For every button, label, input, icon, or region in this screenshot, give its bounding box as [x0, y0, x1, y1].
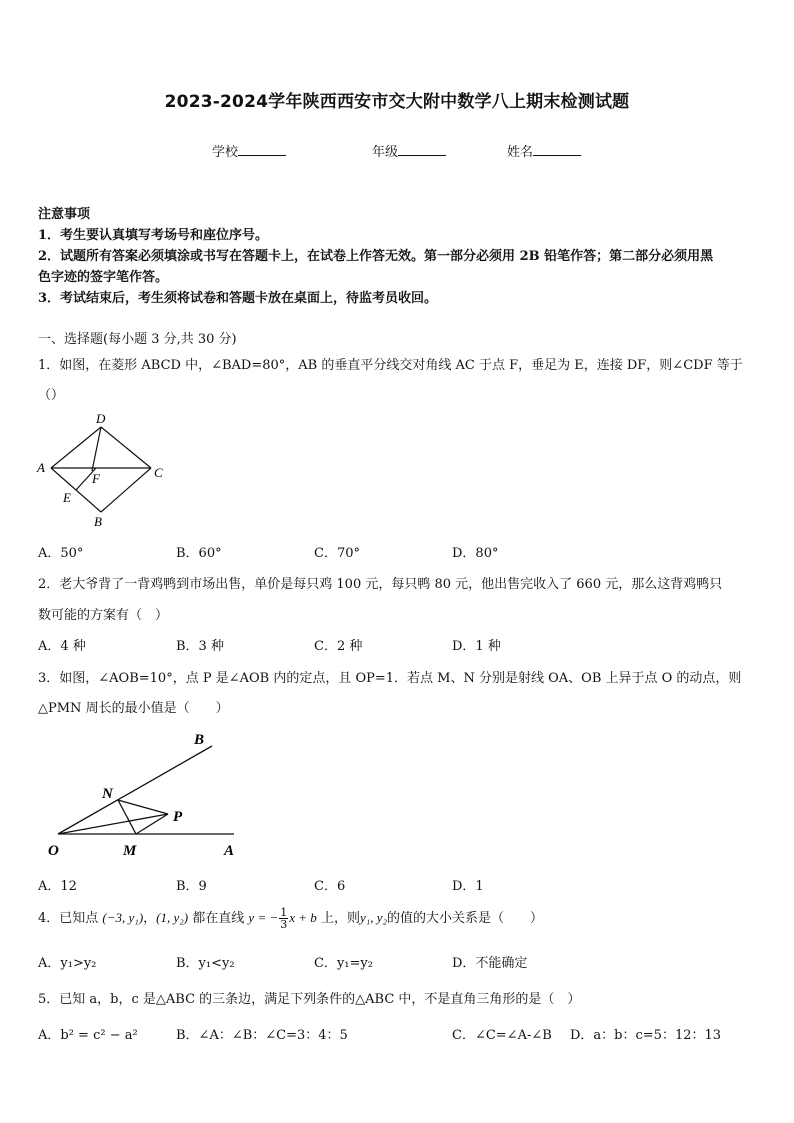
q1-label-b: B	[94, 514, 102, 529]
q4-eq-left: y = −	[248, 910, 279, 925]
q3-option-b[interactable]: B．9	[176, 879, 207, 894]
q3-label-b: B	[194, 732, 205, 748]
q3-option-a[interactable]: A．12	[38, 879, 77, 894]
q1-label-d: D	[96, 411, 106, 426]
q5-stem: 5．已知 a，b，c 是△ABC 的三条边，满足下列条件的△ABC 中，不是直角三角形的是（ ）	[38, 992, 581, 1007]
q4-option-b[interactable]: B．y₁<y₂	[176, 956, 235, 971]
q3-stem-cont: △PMN 周长的最小值是（ ）	[38, 701, 229, 716]
q4-eq-right: x + b	[289, 910, 317, 925]
q4-prefix: 4．已知点	[38, 911, 99, 926]
q4-end: 的值的大小关系是（ ）	[387, 911, 544, 926]
note-item: 3．考试结束后，考生须将试卷和答题卡放在桌面上，待监考员收回。	[38, 291, 438, 306]
page-title: 2023-2024学年陕西西安市交大附中数学八上期末检测试题	[164, 92, 630, 112]
q2-option-a[interactable]: A．4 种	[38, 639, 86, 654]
school-blank	[238, 143, 286, 156]
q4-option-a[interactable]: A．y₁>y₂	[38, 956, 97, 971]
q1-option-d[interactable]: D．80°	[452, 546, 499, 561]
q4-comma: ，	[143, 911, 157, 926]
q5-option-d[interactable]: D．a：b：c=5：12：13	[570, 1028, 722, 1043]
q1-label-c: C	[154, 465, 163, 480]
name-label: 姓名	[507, 145, 534, 160]
q1-label-a: A	[37, 460, 45, 475]
q1-option-a[interactable]: A．50°	[38, 546, 84, 561]
grade-label: 年级	[372, 145, 399, 160]
school-field	[212, 141, 286, 160]
q5-option-c[interactable]: C．∠C=∠A-∠B	[452, 1028, 552, 1043]
q2-stem-cont: 数可能的方案有（ ）	[38, 608, 169, 623]
q2-stem: 2．老大爷背了一背鸡鸭到市场出售，单价是每只鸡 100 元，每只鸭 80 元，他出售完收入了 660 元，那么这背鸡鸭只	[38, 577, 723, 592]
name-blank	[533, 143, 581, 156]
section-heading: 一、选择题(每小题 3 分,共 30 分)	[38, 332, 237, 347]
q5-option-b[interactable]: B．∠A：∠B：∠C=3：4：5	[176, 1028, 348, 1043]
q3-label-o: O	[48, 843, 59, 859]
q4-option-d[interactable]: D．不能确定	[452, 956, 528, 971]
q4-frac-num: 1	[280, 906, 288, 919]
q4-mid: 都在直线	[192, 911, 245, 926]
note-item: 1．考生要认真填写考场号和座位序号。	[38, 228, 269, 243]
q1-label-e: E	[63, 490, 71, 505]
q4-point2: (1, y₂)	[156, 910, 189, 925]
q1-label-f: F	[92, 471, 100, 486]
q1-stem: 1．如图，在菱形 ABCD 中，∠BAD=80°，AB 的垂直平分线交对角线 AC 于点 F，垂足为 E，连接 DF，则∠CDF 等于	[38, 358, 743, 373]
q4-stem	[38, 907, 543, 930]
q3-stem: 3．如图，∠AOB=10°，点 P 是∠AOB 内的定点，且 OP=1．若点 M、N 分别是射线 OA、OB 上异于点 O 的动点，则	[38, 671, 742, 686]
note-item: 色字迹的签字笔作答。	[38, 270, 169, 285]
q3-option-d[interactable]: D．1	[452, 879, 484, 894]
q5-option-a[interactable]: A．b² = c² − a²	[38, 1028, 138, 1043]
q4-option-c[interactable]: C．y₁=y₂	[314, 956, 373, 971]
q4-point1: (−3, y₁)	[102, 910, 144, 925]
note-item: 2．试题所有答案必须填涂或书写在答题卡上，在试卷上作答无效。第一部分必须用 2B 铅笔作答；第二部分必须用黑	[38, 249, 714, 264]
grade-blank	[398, 143, 446, 156]
grade-field	[372, 141, 446, 160]
q2-option-c[interactable]: C．2 种	[314, 639, 363, 654]
q4-vars: y₁, y₂	[359, 910, 388, 925]
q3-label-n: N	[102, 786, 113, 802]
q1-option-b[interactable]: B．60°	[176, 546, 222, 561]
q1-rhombus-figure	[30, 408, 180, 532]
q4-suffix: 上，则	[320, 911, 360, 926]
q2-option-b[interactable]: B．3 种	[176, 639, 224, 654]
name-field	[507, 141, 581, 160]
q3-label-m: M	[123, 843, 137, 859]
q2-option-d[interactable]: D．1 种	[452, 639, 501, 654]
notes-heading: 注意事项	[38, 207, 91, 222]
q3-angle-figure	[40, 726, 250, 864]
q1-option-c[interactable]: C．70°	[314, 546, 360, 561]
q3-option-c[interactable]: C．6	[314, 879, 346, 894]
q1-stem-cont: （）	[38, 388, 65, 403]
q4-frac-den: 3	[280, 918, 288, 931]
q3-label-a: A	[224, 843, 235, 859]
school-label: 学校	[212, 145, 239, 160]
q4-fraction	[279, 907, 288, 930]
q3-label-p: P	[173, 809, 183, 825]
